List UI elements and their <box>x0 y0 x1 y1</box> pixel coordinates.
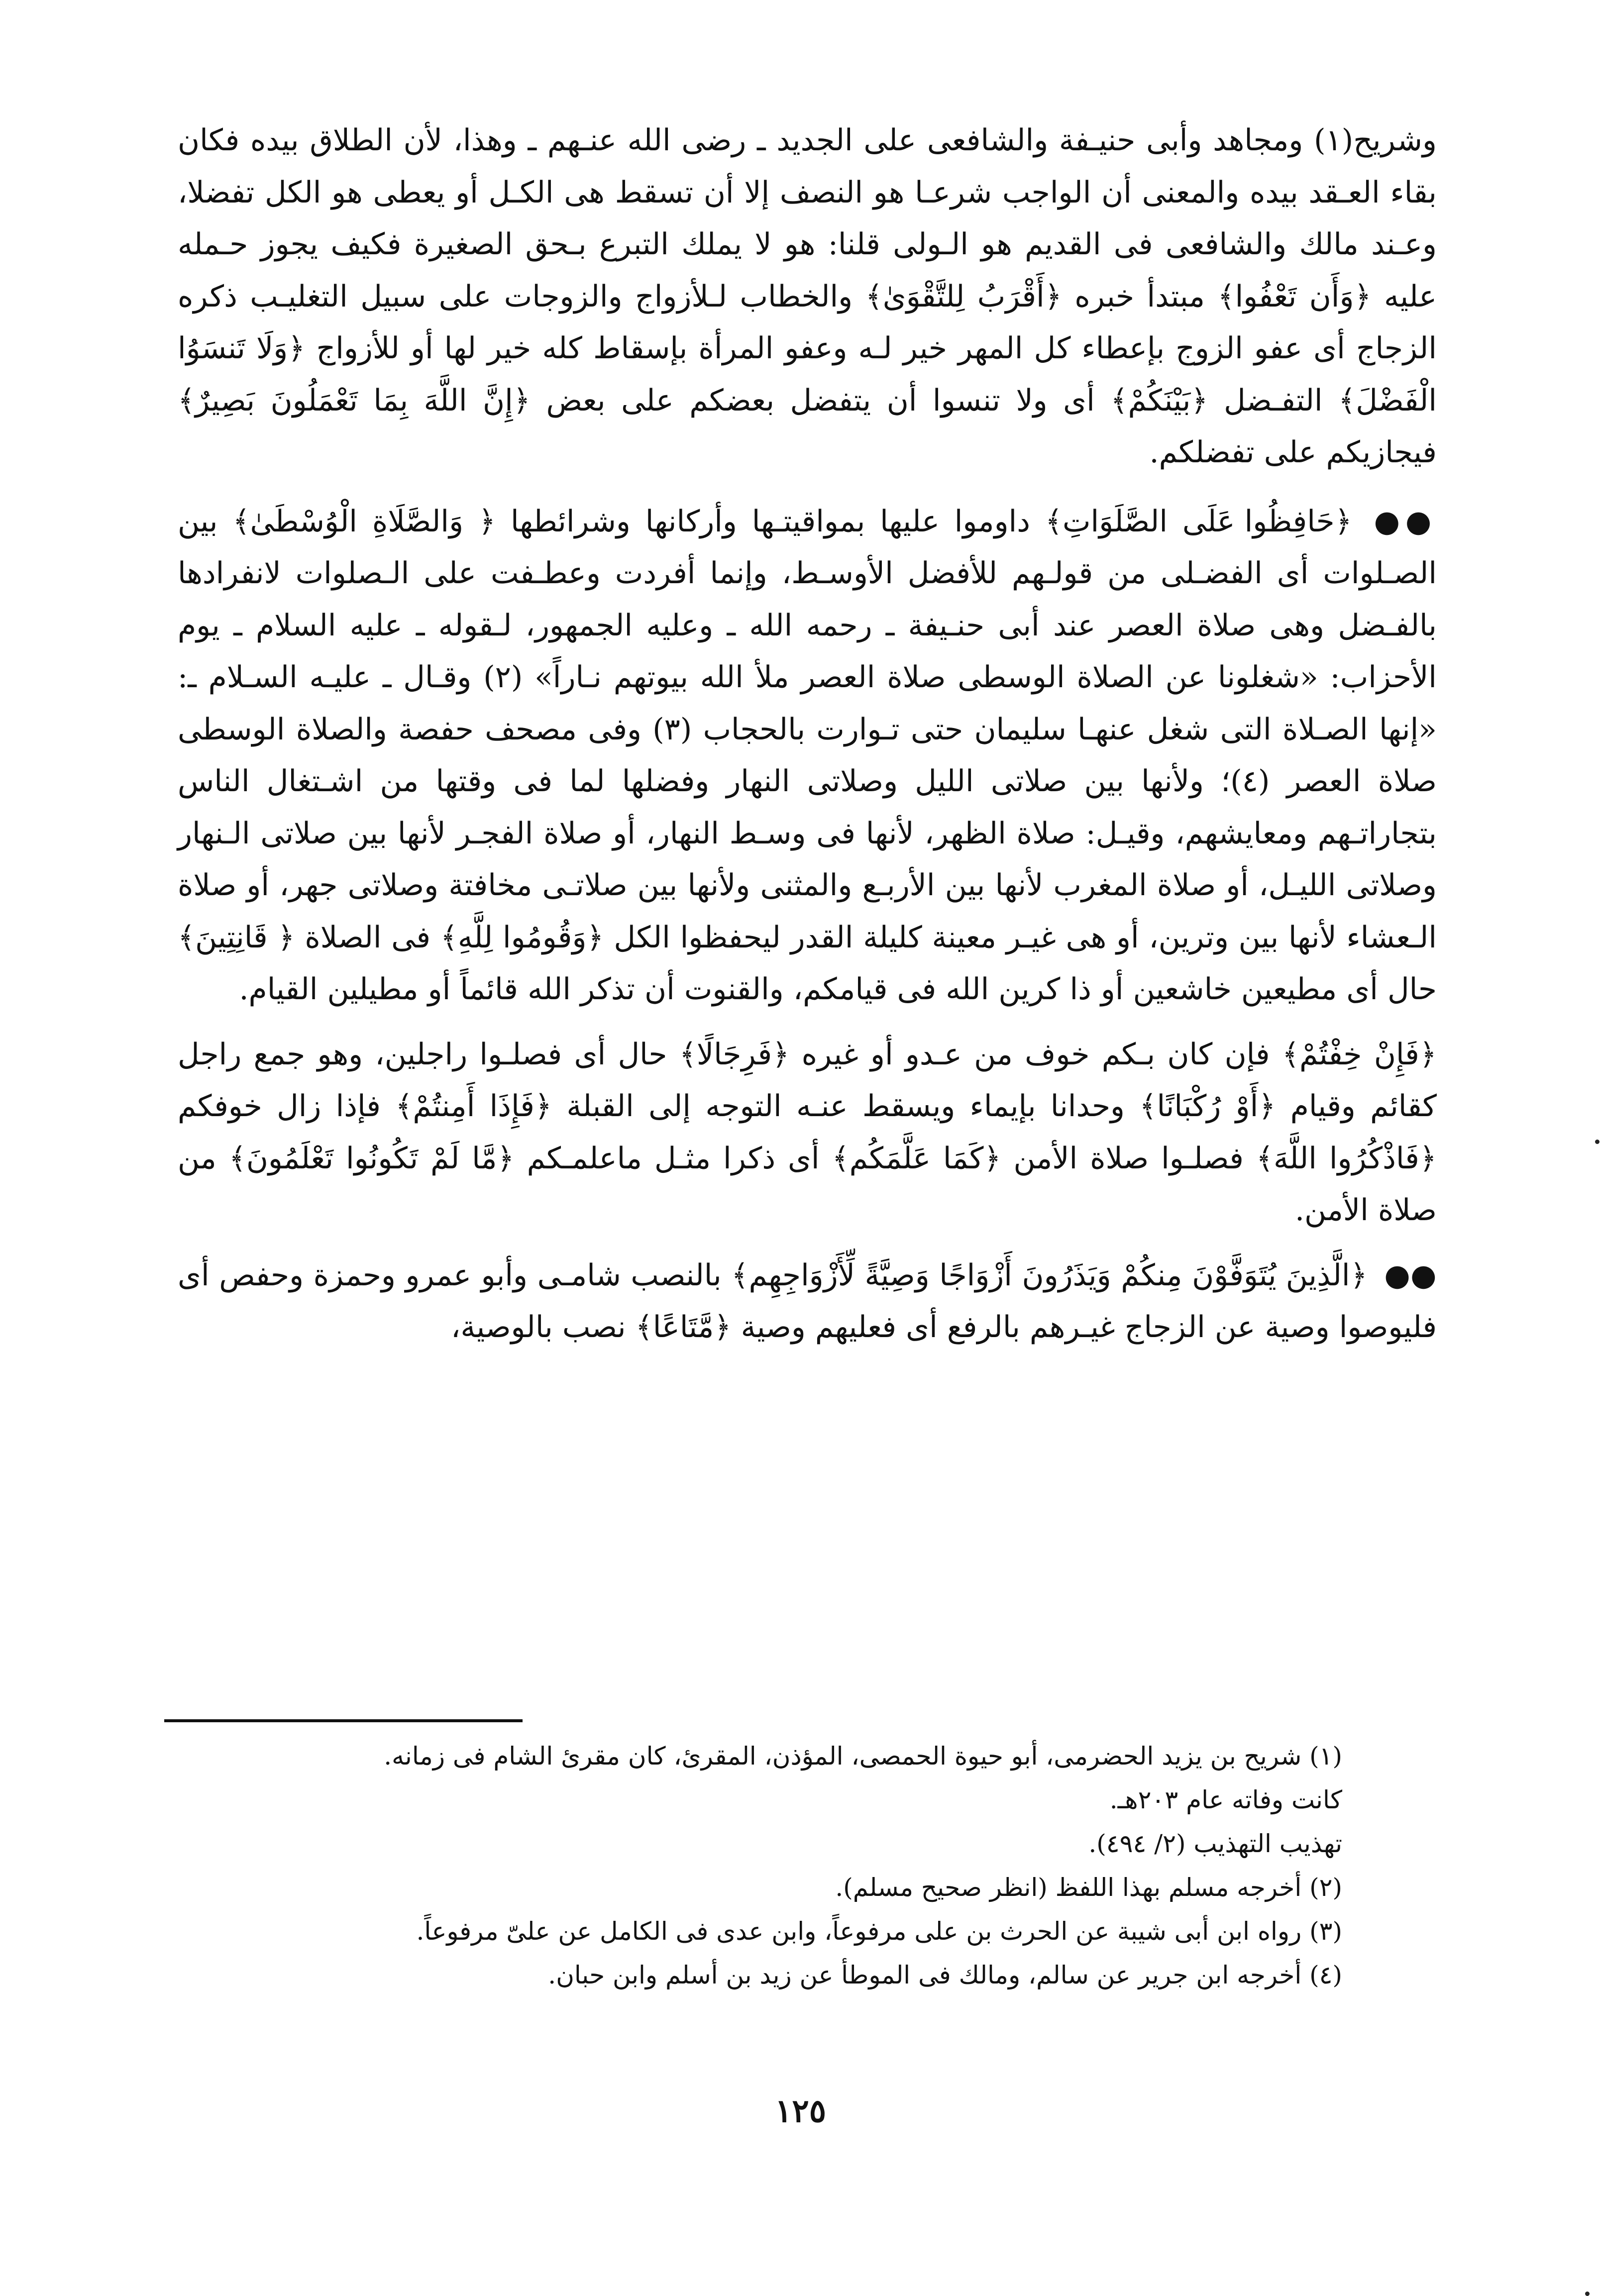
footnote-3: (٣) رواه ابن أبى شيبة عن الحرث بن على مرفوعاً، وابن عدى فى الكامل عن علىّ مرفوعاً. <box>416 1917 1342 1946</box>
paragraph-marker: ●● <box>1374 504 1437 539</box>
paragraph-1-text: وشريح(١) ومجاهد وأبى حنيـفة والشافعى على الجديد ـ رضى الله عنـهم ـ وهذا، لأن الطلاق بيده فكان بقاء العـقد بيده والمعنى أن الواجب شرعـا هو النصف إلا أن تسقط هى الكـل أو يعطى هو الكل تفضلا، وعـند مالك والشافعى فى القديم هو الـولى قلنا: هو لا يملك التبرع بـحق الصغيرة فكيف يجوز حـمله عليه ﴿وَأَن تَعْفُوا﴾ مبتدأ خبره ﴿أَقْرَبُ لِلتَّقْوَىٰ﴾ والخطاب لـلأزواج والزوجات على سبيل التغليـب ذكره الزجاج أى عفو الزوج بإعطاء كل المهر خير لـه وعفو المرأة بإسقاط كله خير لها أو للأزواج ﴿وَلَا تَنسَوُا الْفَضْلَ﴾ التفـضل ﴿بَيْنَكُمْ﴾ أى ولا تنسوا أن يتفضل بعضكم على بعض ﴿إِنَّ اللَّهَ بِمَا تَعْمَلُونَ بَصِيرٌ﴾ فيجازيكم على تفضلكم. <box>178 123 1437 470</box>
scan-speck <box>1595 1140 1600 1144</box>
paragraph-2 <box>178 496 1437 1016</box>
paragraph-4-text: ﴿الَّذِينَ يُتَوَفَّوْنَ مِنكُمْ وَيَذَرُونَ أَزْوَاجًا وَصِيَّةً لِّأَزْوَاجِهِم﴾ بالنصب شامـى وأبو عمرو وحمزة وحفص أى فليوصوا وصية عن الزجاج غيـرهم بالرفع أى فعليهم وصية ﴿مَّتَاعًا﴾ نصب بالوصية، <box>178 1257 1437 1345</box>
paragraph-4 <box>178 1250 1437 1354</box>
paragraph-3-text: ﴿فَإِنْ خِفْتُمْ﴾ فإن كان بـكم خوف من عـدو أو غيره ﴿فَرِجَالًا﴾ حال أى فصلـوا راجلين، وهو جمع راجل كقائم وقيام ﴿أَوْ رُكْبَانًا﴾ وحدانا بإيماء ويسقط عنـه التوجه إلى القبلة ﴿فَإِذَا أَمِنتُمْ﴾ فإذا زال خوفكم ﴿فَاذْكُرُوا اللَّهَ﴾ فصلـوا صلاة الأمن ﴿كَمَا عَلَّمَكُم﴾ أى ذكرا مثـل ماعلمـكم ﴿مَّا لَمْ تَكُونُوا تَعْلَمُونَ﴾ من صلاة الأمن. <box>178 1037 1437 1228</box>
footnote-1-continuation: كانت وفاته عام ٢٠٣هـ. <box>1109 1785 1342 1814</box>
paragraph-2-text: ﴿حَافِظُوا عَلَى الصَّلَوَاتِ﴾ داوموا عليها بمواقيتـها وأركانها وشرائطها ﴿ وَالصَّلَاةِ الْوُسْطَىٰ﴾ بين الصـلوات أى الفضـلى من قولـهم للأفضل الأوسـط، وإنما أفردت وعطـفت على الـصلوات لانفرادها بالفـضل وهى صلاة العصر عند أبى حنـيفة ـ رحمه الله ـ وعليه الجمهور، لـقوله ـ عليه السلام ـ يوم الأحزاب: «شغلونا عن الصلاة الوسطى صلاة العصر ملأ الله بيوتهم نـاراً» (٢) وقـال ـ عليـه السـلام ـ: «إنها الصـلاة التى شغل عنهـا سليمان حتى تـوارت بالحجاب (٣) وفى مصحف حفصة والصلاة الوسطى صلاة العصر (٤)؛ ولأنها بين صلاتى الليل وصلاتى النهار وفضلها لما فى وقتها من اشـتغال الناس بتجاراتـهم ومعايشهم، وقيـل: صلاة الظهر، لأنها فى وسـط النهار، أو صلاة الفجـر لأنها بين صلاتى الـنهار وصلاتى الليـل، أو صلاة المغرب لأنها بين الأربـع والمثنى ولأنها بين صلاتـى مخافتة وصلاتى جهر، أو صلاة الـعشاء لأنها بين وترين، أو هى غيـر معينة كليلة القدر ليحفظوا الكل ﴿وَقُومُوا لِلَّهِ﴾ فى الصلاة ﴿ قَانِتِينَ﴾ حال أى مطيعين خاشعين أو ذا كرين الله فى قيامكم، والقنوت أن تذكر الله قائماً أو مطيلين القيام. <box>178 504 1437 1007</box>
footnotes <box>178 1734 1342 1997</box>
paragraph-marker: ●● <box>1384 1257 1437 1293</box>
footnote-4: (٤) أخرجه ابن جرير عن سالم، ومالك فى الموطأ عن زيد بن أسلم وابن حبان. <box>548 1961 1342 1989</box>
footnote-separator <box>164 1719 523 1722</box>
main-text-body <box>178 114 1437 1366</box>
page-number: ١٢٥ <box>774 2092 827 2130</box>
footnote-2: (٢) أخرجه مسلم بهذا اللفظ (انظر صحيح مسلم). <box>835 1873 1342 1902</box>
footnote-1: (١) شريح بن يزيد الحضرمى، أبو حيوة الحمصى، المؤذن، المقرئ، كان مقرئ الشام فى زمانه. <box>384 1742 1342 1771</box>
footnote-1-reference: تهذيب التهذيب (٢/ ٤٩٤). <box>1088 1829 1342 1858</box>
paragraph-1 <box>178 114 1437 479</box>
paragraph-3 <box>178 1029 1437 1237</box>
